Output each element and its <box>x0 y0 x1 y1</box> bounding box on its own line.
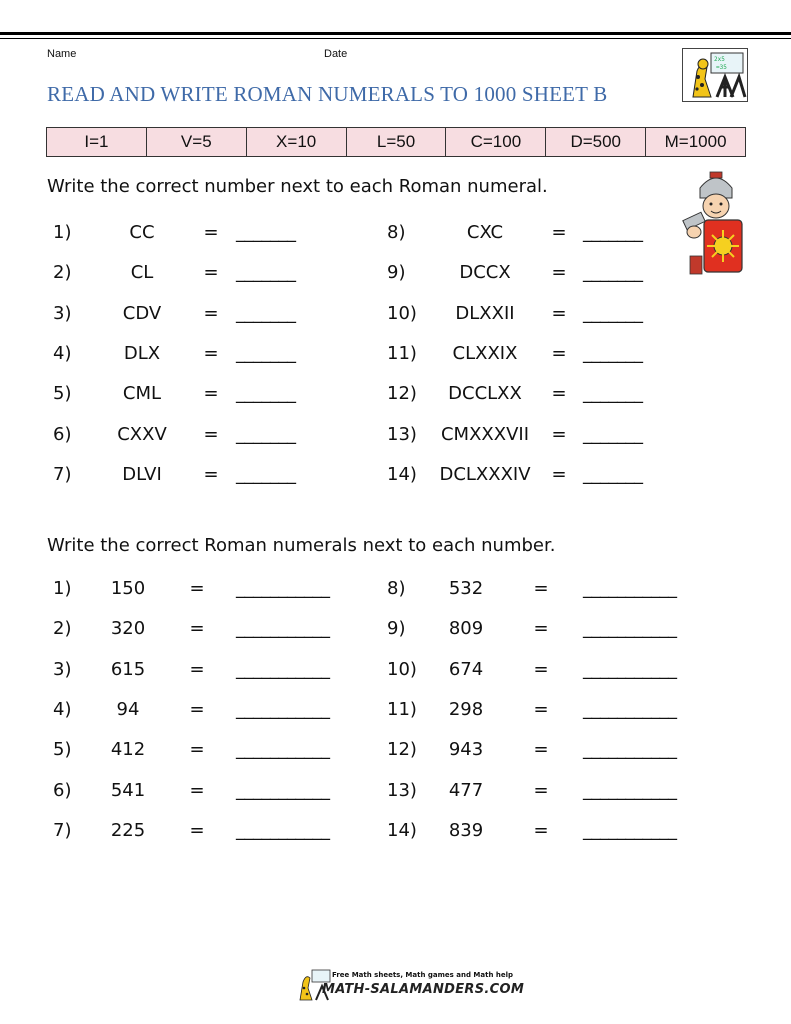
equals-sign: = <box>551 262 567 284</box>
problem-row <box>0 303 791 333</box>
answer-blank[interactable]: _______ <box>583 463 643 485</box>
key-cell: D=500 <box>545 128 645 156</box>
problem-number: 14) <box>387 819 417 841</box>
problem-number: 7) <box>53 463 72 485</box>
problem-value: CXXV <box>117 423 167 445</box>
problem-value: CXC <box>466 222 504 243</box>
problem-number: 13) <box>387 779 417 801</box>
answer-blank[interactable]: _______ <box>583 302 643 324</box>
problem-value: 674 <box>448 658 484 680</box>
answer-blank[interactable]: _______ <box>583 342 643 364</box>
answer-blank[interactable]: _______ <box>583 222 643 243</box>
equals-sign: = <box>533 779 549 801</box>
equals-sign: = <box>551 423 567 445</box>
equals-sign: = <box>533 698 549 720</box>
equals-sign: = <box>203 423 219 445</box>
svg-text:2x5: 2x5 <box>714 56 725 63</box>
problem-row <box>0 780 791 810</box>
answer-blank[interactable]: ___________ <box>236 578 330 599</box>
answer-blank[interactable]: ___________ <box>583 698 677 720</box>
equals-sign: = <box>203 302 219 324</box>
problem-value: 615 <box>110 658 146 680</box>
equals-sign: = <box>533 658 549 680</box>
answer-blank[interactable]: ___________ <box>583 618 677 640</box>
equals-sign: = <box>551 302 567 324</box>
problem-number: 14) <box>387 463 417 485</box>
problem-number: 10) <box>387 302 417 324</box>
answer-blank[interactable]: _______ <box>583 262 643 284</box>
problem-value: 320 <box>110 618 146 640</box>
problem-number: 1) <box>53 578 72 599</box>
answer-blank[interactable]: _______ <box>583 423 643 445</box>
equals-sign: = <box>533 739 549 761</box>
problem-value: 809 <box>448 618 484 640</box>
equals-sign: = <box>533 618 549 640</box>
problem-row <box>0 739 791 769</box>
problem-number: 10) <box>387 658 417 680</box>
top-rule-thin <box>0 38 791 39</box>
equals-sign: = <box>551 383 567 405</box>
problem-value: CL <box>130 262 154 284</box>
key-cell: L=50 <box>346 128 446 156</box>
equals-sign: = <box>203 383 219 405</box>
svg-text:=35: =35 <box>716 64 727 71</box>
roman-numeral-key <box>46 127 746 157</box>
problem-number: 3) <box>53 658 72 680</box>
date-label: Date <box>324 48 348 60</box>
problem-value: 225 <box>110 819 146 841</box>
footer-tagline: Free Math sheets, Math games and Math help <box>332 971 514 979</box>
problem-value: 412 <box>110 739 146 761</box>
equals-sign: = <box>551 222 567 243</box>
answer-blank[interactable]: ___________ <box>583 739 677 761</box>
equals-sign: = <box>189 698 205 720</box>
problem-number: 7) <box>53 819 72 841</box>
problem-value: CDV <box>122 302 162 324</box>
problem-row <box>0 699 791 729</box>
top-rule <box>0 32 791 35</box>
answer-blank[interactable]: _______ <box>236 342 296 364</box>
equals-sign: = <box>533 578 549 599</box>
problem-value: 150 <box>110 578 146 599</box>
equals-sign: = <box>189 658 205 680</box>
section1-instruction: Write the correct number next to each Roman numeral. <box>47 176 548 197</box>
problem-value: 839 <box>448 819 484 841</box>
answer-blank[interactable]: ___________ <box>236 618 330 640</box>
problem-number: 12) <box>387 383 417 405</box>
problem-number: 2) <box>53 618 72 640</box>
problem-row <box>0 262 791 292</box>
equals-sign: = <box>203 463 219 485</box>
answer-blank[interactable]: ___________ <box>236 739 330 761</box>
equals-sign: = <box>203 262 219 284</box>
problem-number: 2) <box>53 262 72 284</box>
problem-value: 298 <box>448 698 484 720</box>
problem-number: 6) <box>53 779 72 801</box>
problem-value: CC <box>129 222 155 243</box>
answer-blank[interactable]: _______ <box>236 463 296 485</box>
equals-sign: = <box>189 578 205 599</box>
answer-blank[interactable]: _______ <box>236 222 296 243</box>
problem-number: 13) <box>387 423 417 445</box>
problem-value: DLXXII <box>455 302 515 324</box>
problem-number: 1) <box>53 222 72 243</box>
name-label: Name <box>47 48 77 60</box>
equals-sign: = <box>189 819 205 841</box>
footer-site: MATH-SALAMANDERS.COM <box>322 982 525 997</box>
salamander-teacher-logo-icon <box>682 48 748 102</box>
problem-row <box>0 343 791 373</box>
answer-blank[interactable]: ___________ <box>583 819 677 841</box>
problem-value: 477 <box>448 779 484 801</box>
key-cell: M=1000 <box>645 128 745 156</box>
key-cell: I=1 <box>84 132 109 151</box>
equals-sign: = <box>189 739 205 761</box>
key-cell: C=100 <box>445 128 545 156</box>
answer-blank[interactable]: _______ <box>236 423 296 445</box>
problem-row <box>0 222 791 252</box>
problem-value: DLX <box>123 342 161 364</box>
key-cell: X=10 <box>246 128 346 156</box>
problem-number: 9) <box>387 618 406 640</box>
answer-blank[interactable]: ___________ <box>236 698 330 720</box>
equals-sign: = <box>203 222 219 243</box>
problem-number: 12) <box>387 739 417 761</box>
problem-value: 541 <box>110 779 146 801</box>
problem-number: 11) <box>387 698 417 720</box>
answer-blank[interactable]: _______ <box>583 383 643 405</box>
problem-number: 4) <box>53 698 72 720</box>
problem-value: DCLXXXIV <box>439 463 531 485</box>
problem-number: 11) <box>387 342 417 364</box>
equals-sign: = <box>551 342 567 364</box>
problem-value: DCCLXX <box>448 383 522 405</box>
equals-sign: = <box>203 342 219 364</box>
problem-value: DLVI <box>122 463 162 485</box>
problem-row <box>0 618 791 648</box>
problem-value: DCCX <box>459 262 511 284</box>
problem-value: 94 <box>116 698 140 720</box>
problem-number: 4) <box>53 342 72 364</box>
equals-sign: = <box>533 819 549 841</box>
problem-row <box>0 383 791 413</box>
answer-blank[interactable]: _______ <box>236 302 296 324</box>
problem-value: CLXXIX <box>452 342 518 364</box>
problem-value: CML <box>122 383 162 405</box>
problem-number: 5) <box>53 383 72 405</box>
equals-sign: = <box>189 618 205 640</box>
equals-sign: = <box>551 463 567 485</box>
problem-number: 3) <box>53 302 72 324</box>
answer-blank[interactable]: ___________ <box>236 658 330 680</box>
problem-number: 9) <box>387 262 406 284</box>
equals-sign: = <box>189 779 205 801</box>
problem-number: 6) <box>53 423 72 445</box>
answer-blank[interactable]: ___________ <box>236 819 330 841</box>
answer-blank[interactable]: ___________ <box>583 578 677 599</box>
answer-blank[interactable]: ___________ <box>583 779 677 801</box>
problem-value: 943 <box>448 739 484 761</box>
problem-row <box>0 820 791 850</box>
worksheet-title: READ AND WRITE ROMAN NUMERALS TO 1000 SHEET B <box>47 82 608 106</box>
answer-blank[interactable]: _______ <box>236 262 296 284</box>
problem-number: 5) <box>53 739 72 761</box>
footer-logo <box>296 968 525 1002</box>
problem-row <box>0 659 791 689</box>
problem-value: CMXXXVII <box>440 423 530 445</box>
section2-instruction: Write the correct Roman numerals next to each number. <box>47 535 556 556</box>
problem-row <box>0 424 791 454</box>
answer-blank[interactable]: ___________ <box>236 779 330 801</box>
problem-number: 8) <box>387 578 406 599</box>
answer-blank[interactable]: ___________ <box>583 658 677 680</box>
problem-number: 8) <box>387 222 406 243</box>
answer-blank[interactable]: _______ <box>236 383 296 405</box>
problem-row <box>0 578 791 608</box>
problem-value: 532 <box>448 578 484 599</box>
problem-row <box>0 464 791 494</box>
key-cell: V=5 <box>146 128 246 156</box>
